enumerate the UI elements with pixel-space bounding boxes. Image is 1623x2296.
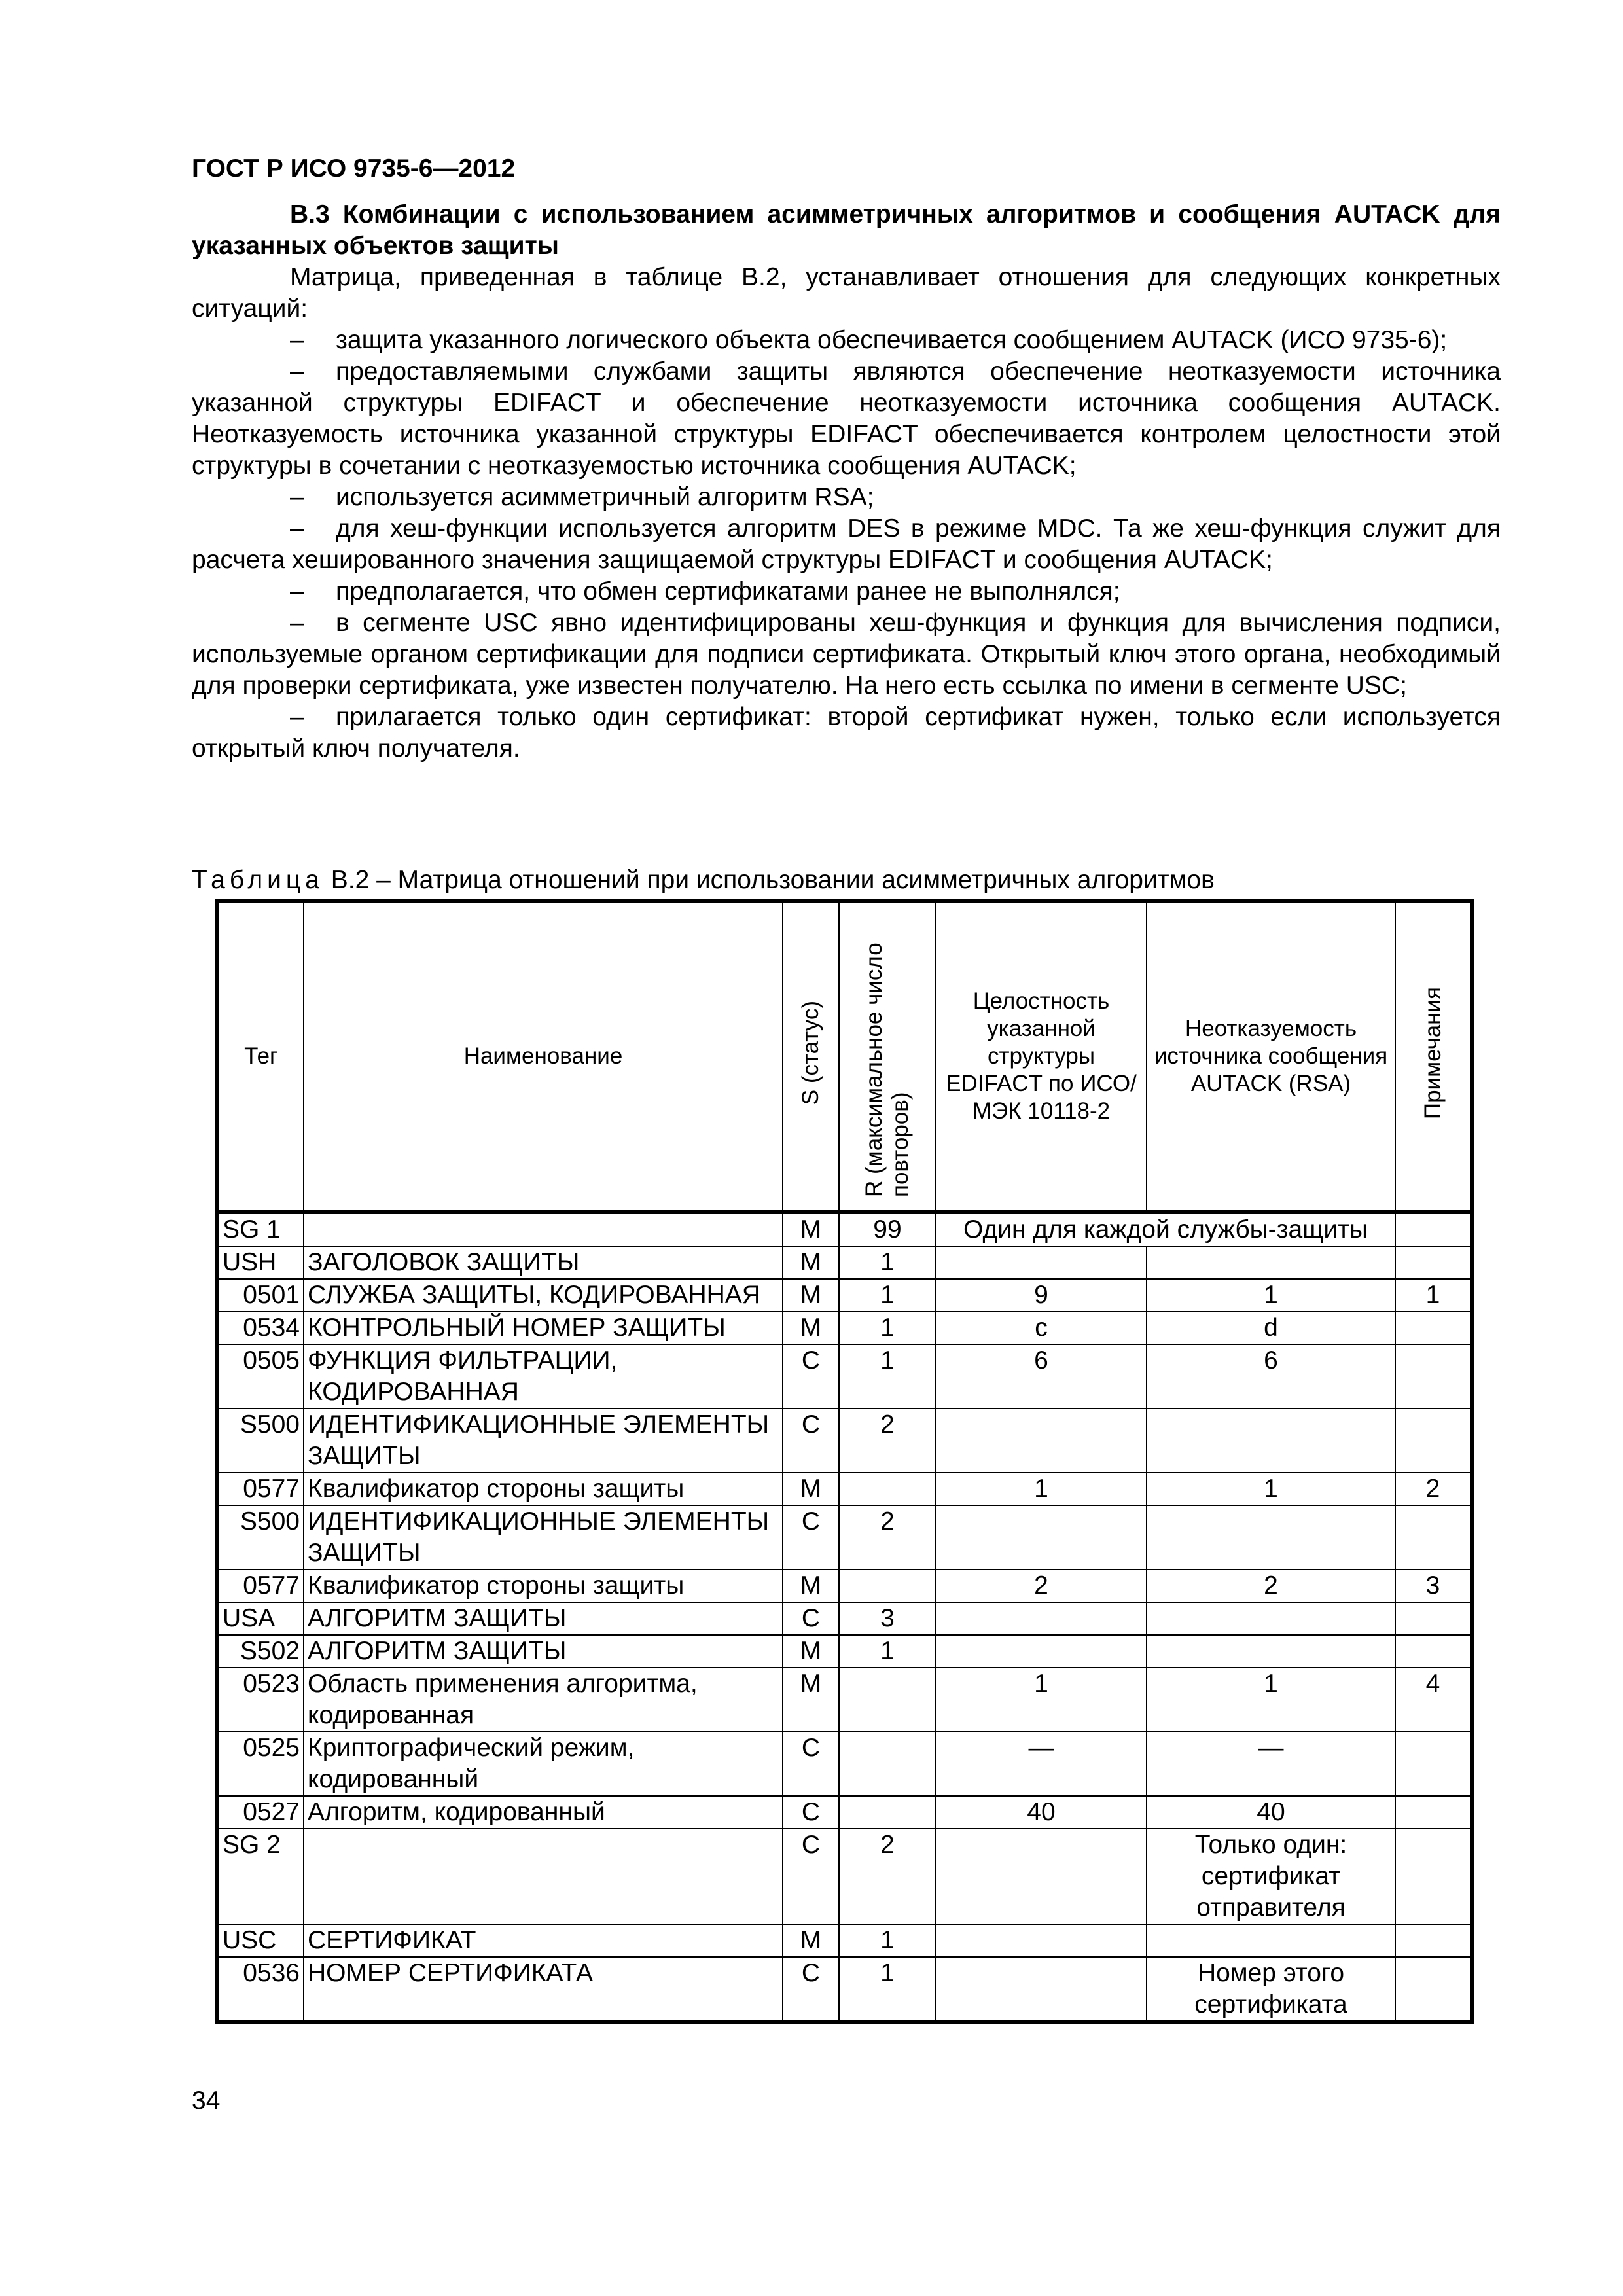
- cell-tag: 0523: [217, 1668, 304, 1732]
- cell-integrity: [936, 1246, 1147, 1279]
- cell-status: M: [783, 1635, 839, 1668]
- cell-notes: 1: [1395, 1279, 1472, 1312]
- cell-status: C: [783, 1732, 839, 1796]
- cell-name: ИДЕНТИФИКАЦИОННЫЕ ЭЛЕМЕНТЫ ЗАЩИТЫ: [304, 1505, 783, 1570]
- cell-repeat: [839, 1570, 936, 1602]
- cell-status: C: [783, 1602, 839, 1635]
- bullet-text: предполагается, что обмен сертификатами ранее не выполнялся;: [336, 577, 1120, 605]
- cell-name: КОНТРОЛЬНЫЙ НОМЕР ЗАЩИТЫ: [304, 1312, 783, 1344]
- cell-notes: [1395, 1602, 1472, 1635]
- table-row: [217, 1602, 1472, 1635]
- cell-integrity: c: [936, 1312, 1147, 1344]
- cell-status: M: [783, 1668, 839, 1732]
- bullet-item: [192, 482, 1501, 513]
- cell-tag: 0505: [217, 1344, 304, 1408]
- header-tag: Тег: [217, 901, 304, 1212]
- cell-name: АЛГОРИТМ ЗАЩИТЫ: [304, 1602, 783, 1635]
- cell-name: Криптографический режим, кодированный: [304, 1732, 783, 1796]
- page-number: 34: [192, 2087, 221, 2115]
- cell-tag: 0501: [217, 1279, 304, 1312]
- cell-status: C: [783, 1829, 839, 1924]
- cell-integrity: [936, 1602, 1147, 1635]
- table-caption: [192, 866, 1215, 895]
- table-row: [217, 1668, 1472, 1732]
- cell-nonrepudiation: [1147, 1505, 1395, 1570]
- cell-notes: 4: [1395, 1668, 1472, 1732]
- cell-integrity: —: [936, 1732, 1147, 1796]
- bullet-item: [192, 356, 1501, 482]
- cell-status: C: [783, 1408, 839, 1473]
- cell-integrity: [936, 1635, 1147, 1668]
- cell-integrity: [936, 1505, 1147, 1570]
- cell-nonrepudiation: 1: [1147, 1279, 1395, 1312]
- table-row: [217, 1957, 1472, 2022]
- cell-integrity: 40: [936, 1796, 1147, 1829]
- cell-tag: 0577: [217, 1570, 304, 1602]
- cell-status: M: [783, 1570, 839, 1602]
- cell-repeat: 2: [839, 1505, 936, 1570]
- cell-notes: 3: [1395, 1570, 1472, 1602]
- cell-tag: USA: [217, 1602, 304, 1635]
- cell-tag: S500: [217, 1408, 304, 1473]
- section-title: В.3 Комбинации с использованием асимметричных алгоритмов и сообщения AUTACK для указанных объектов защиты: [192, 200, 1501, 260]
- bullet-item: [192, 513, 1501, 576]
- cell-repeat: 1: [839, 1635, 936, 1668]
- table-row: [217, 1829, 1472, 1924]
- cell-status: M: [783, 1473, 839, 1505]
- cell-name: Квалификатор стороны защиты: [304, 1473, 783, 1505]
- cell-name: [304, 1829, 783, 1924]
- cell-integrity: 2: [936, 1570, 1147, 1602]
- bullet-dash: –: [290, 577, 304, 605]
- cell-nonrepudiation: [1147, 1408, 1395, 1473]
- table-row: [217, 1408, 1472, 1473]
- cell-sg1-span: Один для каждой службы-защиты: [936, 1212, 1395, 1246]
- cell-nonrepudiation: 1: [1147, 1473, 1395, 1505]
- cell-notes: [1395, 1829, 1472, 1924]
- cell-repeat: 99: [839, 1212, 936, 1246]
- cell-name: ЗАГОЛОВОК ЗАЩИТЫ: [304, 1246, 783, 1279]
- cell-tag: S500: [217, 1505, 304, 1570]
- bullet-list: [192, 325, 1501, 764]
- cell-nonrepudiation: [1147, 1246, 1395, 1279]
- table-body: [217, 1212, 1472, 2022]
- bullet-text: для хеш-функции используется алгоритм DES в режиме MDC. Та же хеш-функция служит для расчета хешированного значения защищаемой структуры EDIFACT и сообщения AUTACK;: [192, 514, 1501, 574]
- cell-nonrepudiation: 6: [1147, 1344, 1395, 1408]
- table-row: [217, 1279, 1472, 1312]
- cell-notes: [1395, 1246, 1472, 1279]
- cell-tag: 0527: [217, 1796, 304, 1829]
- bullet-item: [192, 576, 1501, 607]
- cell-tag: S502: [217, 1635, 304, 1668]
- bullet-text: предоставляемыми службами защиты являются обеспечение неотказуемости источника указанной структуры EDIFACT и обеспечение неотказуемости источника сообщения AUTACK. Неотказуемость источника указанной структуры EDIFACT обеспечивается контролем целостности этой структуры в сочетании с неотказуемостью источника сообщения AUTACK;: [192, 357, 1501, 480]
- table-caption-text: В.2 – Матрица отношений при использовании асимметричных алгоритмов: [323, 866, 1215, 894]
- table-header-row: [217, 901, 1472, 1212]
- cell-integrity: 9: [936, 1279, 1147, 1312]
- cell-name: ФУНКЦИЯ ФИЛЬТРАЦИИ, КОДИРОВАННАЯ: [304, 1344, 783, 1408]
- cell-status: M: [783, 1312, 839, 1344]
- cell-name: СЕРТИФИКАТ: [304, 1924, 783, 1957]
- cell-repeat: 1: [839, 1924, 936, 1957]
- bullet-dash: –: [290, 703, 304, 731]
- cell-repeat: [839, 1796, 936, 1829]
- cell-repeat: 2: [839, 1829, 936, 1924]
- table-row: [217, 1732, 1472, 1796]
- cell-tag: SG 2: [217, 1829, 304, 1924]
- cell-repeat: 1: [839, 1312, 936, 1344]
- bullet-text: используется асимметричный алгоритм RSA;: [336, 483, 874, 511]
- cell-nonrepudiation: [1147, 1635, 1395, 1668]
- cell-repeat: 1: [839, 1246, 936, 1279]
- cell-tag: 0525: [217, 1732, 304, 1796]
- table-row: [217, 1505, 1472, 1570]
- cell-status: M: [783, 1279, 839, 1312]
- bullet-dash: –: [290, 609, 304, 637]
- cell-name: АЛГОРИТМ ЗАЩИТЫ: [304, 1635, 783, 1668]
- cell-name: Алгоритм, кодированный: [304, 1796, 783, 1829]
- bullet-item: [192, 702, 1501, 764]
- cell-nonrepudiation: [1147, 1602, 1395, 1635]
- table-row: [217, 1212, 1472, 1246]
- cell-nonrepudiation: [1147, 1924, 1395, 1957]
- cell-tag: 0536: [217, 1957, 304, 2022]
- cell-tag: USH: [217, 1246, 304, 1279]
- cell-notes: 2: [1395, 1473, 1472, 1505]
- table-caption-label: Таблица: [192, 866, 324, 894]
- body-text: [192, 262, 1501, 764]
- cell-status: C: [783, 1957, 839, 2022]
- cell-notes: [1395, 1635, 1472, 1668]
- document-header: ГОСТ Р ИСО 9735-6—2012: [192, 154, 516, 183]
- intro-paragraph: Матрица, приведенная в таблице В.2, устанавливает отношения для следующих конкретных ситуаций:: [192, 263, 1501, 323]
- cell-repeat: [839, 1473, 936, 1505]
- table-row: [217, 1570, 1472, 1602]
- cell-notes: [1395, 1344, 1472, 1408]
- cell-repeat: 2: [839, 1408, 936, 1473]
- table-row: [217, 1312, 1472, 1344]
- cell-name: Квалификатор стороны защиты: [304, 1570, 783, 1602]
- table-row: [217, 1473, 1472, 1505]
- bullet-dash: –: [290, 483, 304, 511]
- relations-matrix-table: [215, 899, 1474, 2024]
- header-repeat: R (максимальное число повторов): [839, 901, 936, 1212]
- cell-notes: [1395, 1732, 1472, 1796]
- cell-integrity: 6: [936, 1344, 1147, 1408]
- cell-repeat: 1: [839, 1344, 936, 1408]
- cell-notes: [1395, 1212, 1472, 1246]
- cell-notes: [1395, 1796, 1472, 1829]
- bullet-dash: –: [290, 326, 304, 354]
- cell-nonrepudiation: 1: [1147, 1668, 1395, 1732]
- cell-nonrepudiation: Номер этого сертификата: [1147, 1957, 1395, 2022]
- cell-tag: 0577: [217, 1473, 304, 1505]
- cell-tag: SG 1: [217, 1212, 304, 1246]
- cell-tag: 0534: [217, 1312, 304, 1344]
- cell-notes: [1395, 1408, 1472, 1473]
- cell-notes: [1395, 1957, 1472, 2022]
- table-row: [217, 1344, 1472, 1408]
- cell-nonrepudiation: 40: [1147, 1796, 1395, 1829]
- bullet-item: [192, 325, 1501, 356]
- cell-integrity: 1: [936, 1473, 1147, 1505]
- cell-notes: [1395, 1312, 1472, 1344]
- bullet-text: защита указанного логического объекта обеспечивается сообщением AUTACK (ИСО 9735-6);: [336, 326, 1448, 354]
- cell-integrity: [936, 1829, 1147, 1924]
- bullet-text: в сегменте USC явно идентифицированы хеш-функция и функция для вычисления подписи, используемые органом сертификации для подписи сертификата. Открытый ключ этого органа, необходимый для проверки сертификата, уже известен получателю. На него есть ссылка по имени в сегменте USC;: [192, 609, 1501, 700]
- cell-tag: USC: [217, 1924, 304, 1957]
- cell-name: СЛУЖБА ЗАЩИТЫ, КОДИРОВАННАЯ: [304, 1279, 783, 1312]
- cell-repeat: 3: [839, 1602, 936, 1635]
- cell-name: Область применения алгоритма, кодированная: [304, 1668, 783, 1732]
- table-row: [217, 1924, 1472, 1957]
- table-row: [217, 1246, 1472, 1279]
- bullet-text: прилагается только один сертификат: второй сертификат нужен, только если используется открытый ключ получателя.: [192, 703, 1501, 762]
- cell-nonrepudiation: Только один: сертификат отправителя: [1147, 1829, 1395, 1924]
- bullet-dash: –: [290, 514, 304, 543]
- cell-status: C: [783, 1344, 839, 1408]
- cell-repeat: [839, 1668, 936, 1732]
- header-nonrepudiation: Неотказуемость источника сообщения AUTACK (RSA): [1147, 901, 1395, 1212]
- cell-name: НОМЕР СЕРТИФИКАТА: [304, 1957, 783, 2022]
- cell-status: M: [783, 1924, 839, 1957]
- cell-integrity: [936, 1408, 1147, 1473]
- cell-repeat: 1: [839, 1279, 936, 1312]
- cell-notes: [1395, 1505, 1472, 1570]
- cell-notes: [1395, 1924, 1472, 1957]
- cell-repeat: [839, 1732, 936, 1796]
- cell-status: M: [783, 1246, 839, 1279]
- cell-name: ИДЕНТИФИКАЦИОННЫЕ ЭЛЕМЕНТЫ ЗАЩИТЫ: [304, 1408, 783, 1473]
- header-notes: Примечания: [1395, 901, 1472, 1212]
- cell-status: M: [783, 1212, 839, 1246]
- cell-integrity: [936, 1957, 1147, 2022]
- bullet-dash: –: [290, 357, 304, 386]
- cell-status: C: [783, 1505, 839, 1570]
- cell-integrity: [936, 1924, 1147, 1957]
- bullet-item: [192, 607, 1501, 702]
- cell-status: C: [783, 1796, 839, 1829]
- cell-name: [304, 1212, 783, 1246]
- header-integrity: Целостность указанной структуры EDIFACT по ИСО/МЭК 10118-2: [936, 901, 1147, 1212]
- cell-repeat: 1: [839, 1957, 936, 2022]
- cell-integrity: 1: [936, 1668, 1147, 1732]
- table-row: [217, 1635, 1472, 1668]
- header-status: S (статус): [783, 901, 839, 1212]
- cell-nonrepudiation: d: [1147, 1312, 1395, 1344]
- header-name: Наименование: [304, 901, 783, 1212]
- table-row: [217, 1796, 1472, 1829]
- cell-nonrepudiation: 2: [1147, 1570, 1395, 1602]
- cell-nonrepudiation: —: [1147, 1732, 1395, 1796]
